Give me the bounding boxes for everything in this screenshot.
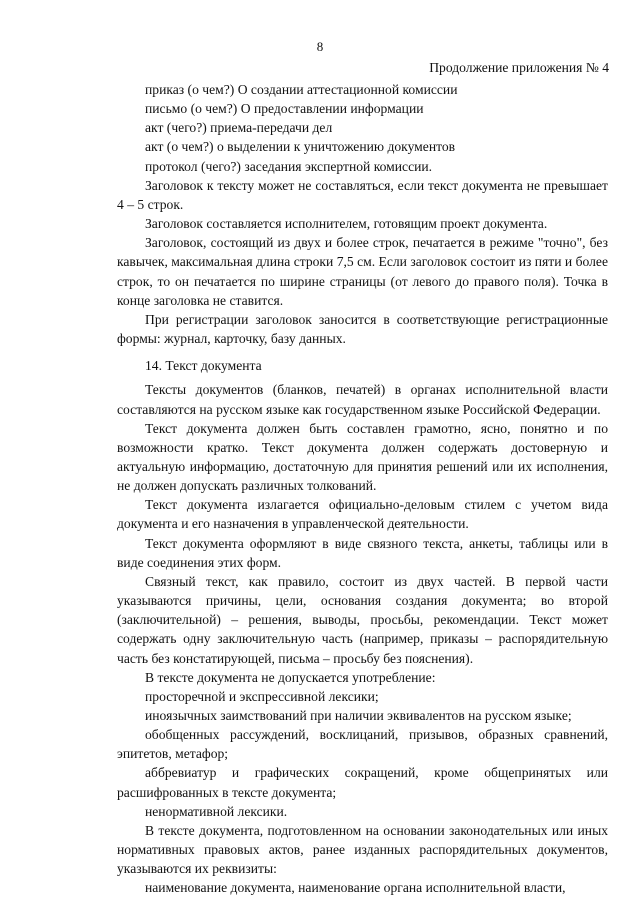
paragraph: Текст документа должен быть составлен грамотно, ясно, понятно и по возможности кратко. Текст документа должен содержать достоверную и актуальную информацию, достаточную для принятия решений или их исполнения, не должен допускать различных толкований. [117, 420, 608, 494]
paragraph: обобщенных рассуждений, восклицаний, призывов, образных сравнений, эпитетов, метафор; [117, 727, 608, 762]
paragraph: Заголовок, состоящий из двух и более строк, печатается в режиме "точно", без кавычек, максимальная длина строки 7,5 см. Если заголовок состоит из пяти и более строк, то он печатается по ширине страницы (от левого до правого поля). Точка в конце заголовка не ставится. [117, 235, 608, 308]
paragraph: В тексте документа не допускается употребление: [145, 669, 436, 685]
paragraph: иноязычных заимствований при наличии эквивалентов на русском языке; [145, 708, 572, 723]
paragraph: Заголовок составляется исполнителем, готовящим проект документа. [145, 216, 548, 232]
section-heading: 14. Текст документа [145, 358, 262, 374]
paragraph: Текст документа оформляют в виде связного текста, анкеты, таблицы или в виде соединения этих форм. [117, 535, 608, 570]
page-number: 8 [316, 39, 324, 54]
paragraph: аббревиатур и графических сокращений, кроме общепринятых или расшифрованных в тексте документа; [117, 765, 608, 800]
paragraph: просторечной и экспрессивной лексики; [145, 688, 379, 704]
paragraph: В тексте документа, подготовленном на основании законодательных или иных нормативных правовых актов, ранее изданных распорядительных документов, указываются их реквизиты: [117, 822, 608, 877]
paragraph: Заголовок к тексту может не составляться, если текст документа не превышает 4 – 5 строк. [117, 177, 608, 212]
paragraph: Тексты документов (бланков, печатей) в органах исполнительной власти составляются на русском языке как государственном языке Российской Федерации. [117, 382, 608, 417]
paragraph: приказ (о чем?) О создании аттестационной комиссии [145, 82, 458, 97]
paragraph: акт (о чем?) о выделении к уничтожению документов [145, 139, 456, 155]
paragraph: Связный текст, как правило, состоит из двух частей. В первой части указываются причины, цели, основания создания документа; во второй (заключительной) – решения, выводы, просьбы, рекомендации. Текст может содержать одну заключительную часть (например, приказы – распорядительную часть без констатирующей, письма – просьбу без пояснения). [117, 573, 608, 666]
appendix-continuation-note: Продолжение приложения № 4 [429, 60, 609, 75]
paragraph: акт (чего?) приема-передачи дел [145, 120, 333, 136]
paragraph: наименование документа, наименование органа исполнительной власти, [145, 880, 566, 896]
paragraph: протокол (чего?) заседания экспертной комиссии. [145, 158, 433, 174]
paragraph: ненормативной лексики. [145, 803, 288, 819]
paragraph: Текст документа излагается официально-деловым стилем с учетом вида документа и его назначения в управленческой деятельности. [117, 497, 608, 532]
paragraph: письмо (о чем?) О предоставлении информации [145, 101, 424, 117]
paragraph: При регистрации заголовок заносится в соответствующие регистрационные формы: журнал, карточку, базу данных. [117, 311, 608, 347]
document-body [117, 80, 608, 898]
